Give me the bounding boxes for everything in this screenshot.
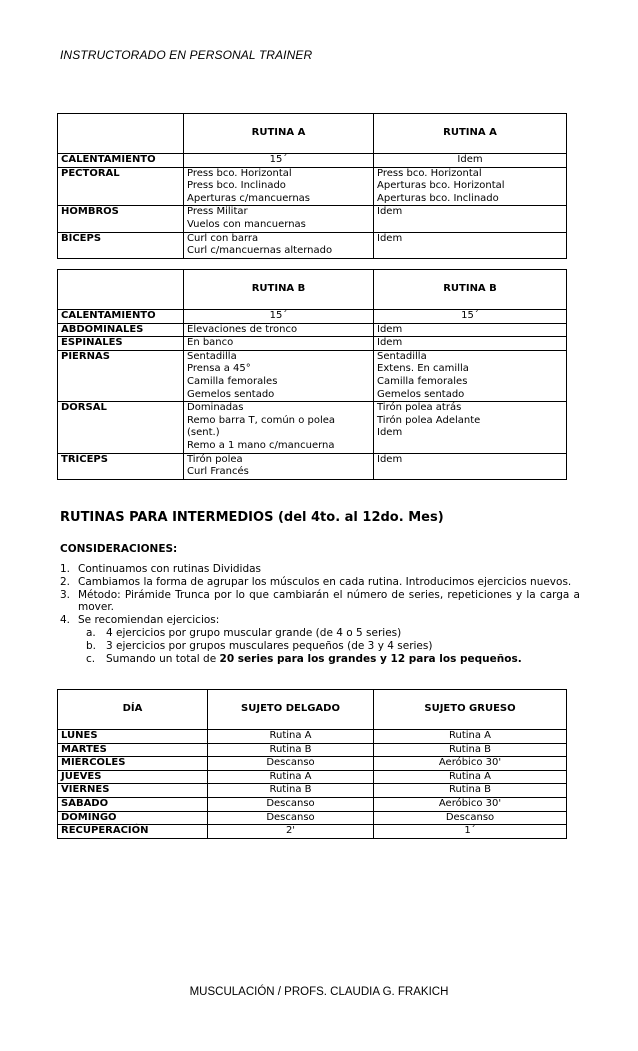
thick-cell: Descanso (374, 811, 567, 825)
table-row (58, 154, 567, 168)
list-text: Método: Pirámide Trunca por lo que cambiarán el número de series, repeticiones y la carga a mover. (78, 588, 580, 614)
cell-routine-1: Press Militar Vuelos con mancuernas (184, 206, 374, 232)
sub-list-text: 4 ejercicios por grupo muscular grande (de 4 o 5 series) (106, 626, 402, 639)
day-cell: MARTES (58, 743, 208, 757)
sub-list-text (106, 653, 580, 666)
cell-routine-2: Sentadilla Extens. En camilla Camilla femorales Gemelos sentado (374, 350, 567, 401)
list-item (60, 576, 580, 589)
list-item (60, 563, 580, 576)
thin-cell: Descanso (208, 811, 374, 825)
row-label: BÍCEPS (58, 232, 184, 258)
day-cell: VIERNES (58, 784, 208, 798)
cell-routine-1: Dominadas Remo barra T, común o polea (sent.) Remo a 1 mano c/mancuerna (184, 402, 374, 453)
table-row (58, 232, 567, 258)
list-item (60, 589, 580, 615)
routine-a-table (57, 113, 567, 259)
sub-list-text-plain: Sumando un total de (106, 652, 220, 665)
header-cell-thick: SUJETO GRUESO (374, 690, 567, 730)
page-footer: MUSCULACIÓN / PROFS. CLAUDIA G. FRAKICH (189, 986, 449, 998)
page-header: INSTRUCTORADO EN PERSONAL TRAINER (60, 48, 313, 62)
list-item (60, 614, 580, 627)
section-title: RUTINAS PARA INTERMEDIOS (del 4to. al 12do. Mes) (60, 510, 444, 525)
cell-routine-2: Press bco. Horizontal Aperturas bco. Horizontal Aperturas bco. Inclinado (374, 167, 567, 206)
table-row (58, 167, 567, 206)
table-header-row (58, 114, 567, 154)
cell-routine-1: En banco (184, 337, 374, 351)
table-row (58, 797, 567, 811)
table-row (58, 206, 567, 232)
thick-cell: Rutina B (374, 784, 567, 798)
considerations-heading: CONSIDERACIONES: (60, 543, 178, 555)
cell-routine-2: Idem (374, 337, 567, 351)
thin-cell: Rutina B (208, 784, 374, 798)
considerations-list (60, 563, 580, 665)
table-row (58, 730, 567, 744)
header-cell-rutina: RUTINA A (374, 114, 567, 154)
routine-b-table (57, 269, 567, 480)
thick-cell: Rutina A (374, 730, 567, 744)
thin-cell: Descanso (208, 757, 374, 771)
day-cell: SÁBADO (58, 797, 208, 811)
row-label: CALENTAMIENTO (58, 310, 184, 324)
thick-cell: Aeróbico 30' (374, 797, 567, 811)
cell-routine-2: Idem (374, 453, 567, 479)
cell-routine-2: Idem (374, 154, 567, 168)
list-text: Cambiamos la forma de agrupar los músculos en cada rutina. Introducimos ejercicios nuevos. (78, 575, 572, 588)
row-label: DORSAL (58, 402, 184, 453)
cell-routine-1: Sentadilla Prensa a 45° Camilla femorales Gemelos sentado (184, 350, 374, 401)
thin-cell: Descanso (208, 797, 374, 811)
sub-list-item (60, 653, 580, 666)
sub-list-letter: c. (86, 652, 96, 665)
table-row (58, 811, 567, 825)
table-row (58, 825, 567, 839)
header-cell-rutina: RUTINA B (184, 270, 374, 310)
cell-routine-2: 15´ (374, 310, 567, 324)
table-row (58, 743, 567, 757)
row-label: PIERNAS (58, 350, 184, 401)
row-label: ESPINALES (58, 337, 184, 351)
header-cell-rutina: RUTINA A (184, 114, 374, 154)
sub-list-item (60, 627, 580, 640)
cell-routine-2: Idem (374, 206, 567, 232)
row-label: PECTORAL (58, 167, 184, 206)
day-cell: MIÉRCOLES (58, 757, 208, 771)
row-label: CALENTAMIENTO (58, 154, 184, 168)
cell-routine-1: Press bco. Horizontal Press bco. Inclinado Aperturas c/mancuernas (184, 167, 374, 206)
cell-routine-2: Tirón polea atrás Tirón polea Adelante Idem (374, 402, 567, 453)
table-row (58, 757, 567, 771)
day-cell: LUNES (58, 730, 208, 744)
table-row (58, 323, 567, 337)
thin-cell: 2' (208, 825, 374, 839)
row-label: TRÍCEPS (58, 453, 184, 479)
thick-cell: 1´ (374, 825, 567, 839)
header-cell-empty (58, 114, 184, 154)
thin-cell: Rutina B (208, 743, 374, 757)
row-label: ABDOMINALES (58, 323, 184, 337)
sub-list-text-bold: 20 series para los grandes y 12 para los pequeños. (219, 652, 522, 665)
table-row (58, 453, 567, 479)
cell-routine-1: 15´ (184, 154, 374, 168)
cell-routine-2: Idem (374, 232, 567, 258)
header-cell-day: DÍA (58, 690, 208, 730)
day-cell: DOMINGO (58, 811, 208, 825)
thick-cell: Rutina B (374, 743, 567, 757)
sub-list-item (60, 640, 580, 653)
table-row (58, 770, 567, 784)
list-number: 1. (60, 563, 71, 575)
table-row (58, 402, 567, 453)
table-row (58, 310, 567, 324)
header-cell-rutina: RUTINA B (374, 270, 567, 310)
thin-cell: Rutina A (208, 770, 374, 784)
header-cell-thin: SUJETO DELGADO (208, 690, 374, 730)
sub-list-letter: a. (86, 626, 96, 639)
thin-cell: Rutina A (208, 730, 374, 744)
cell-routine-1: 15´ (184, 310, 374, 324)
list-text: Se recomiendan ejercicios: (78, 614, 220, 627)
cell-routine-2: Idem (374, 323, 567, 337)
table-header-row (58, 270, 567, 310)
table-row (58, 350, 567, 401)
cell-routine-1: Tirón polea Curl Francés (184, 453, 374, 479)
list-text: Continuamos con rutinas Divididas (78, 563, 262, 575)
header-cell-empty (58, 270, 184, 310)
thick-cell: Rutina A (374, 770, 567, 784)
sub-list-text: 3 ejercicios por grupos musculares pequeños (de 3 y 4 series) (106, 639, 433, 652)
table-row (58, 337, 567, 351)
sub-list-letter: b. (86, 639, 97, 652)
day-cell: JUEVES (58, 770, 208, 784)
list-number: 3. (60, 588, 71, 601)
weekly-schedule-table (57, 689, 567, 839)
day-cell: RECUPERACIÓN (58, 825, 208, 839)
thick-cell: Aeróbico 30' (374, 757, 567, 771)
table-row (58, 784, 567, 798)
row-label: HOMBROS (58, 206, 184, 232)
list-number: 4. (60, 614, 71, 627)
cell-routine-1: Curl con barra Curl c/mancuernas alternado (184, 232, 374, 258)
cell-routine-1: Elevaciones de tronco (184, 323, 374, 337)
list-number: 2. (60, 575, 71, 588)
table-header-row (58, 690, 567, 730)
